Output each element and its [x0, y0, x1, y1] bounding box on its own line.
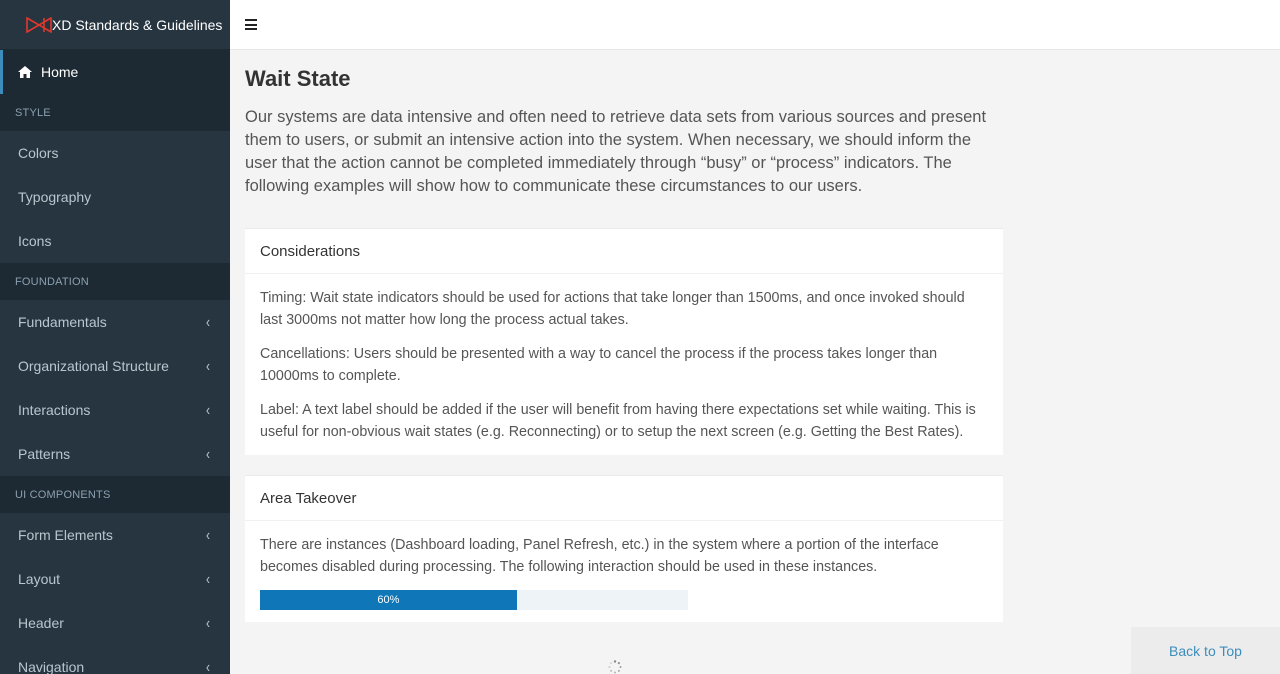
consideration-timing: Timing: Wait state indicators should be used for actions that take longer than 1500ms, and once invoked should last 3000ms not matter how long the process actual takes.: [260, 290, 965, 328]
page-title: Wait State: [245, 66, 351, 91]
sidebar-item-label: Fundamentals: [18, 314, 107, 330]
sidebar-item-label: Patterns: [18, 446, 71, 462]
sidebar-item-organizational-structure[interactable]: [0, 344, 230, 388]
sidebar-item-label: Navigation: [18, 659, 85, 674]
considerations-panel: [245, 228, 1003, 455]
chevron-left-icon: ‹: [206, 444, 210, 464]
sidebar: [0, 0, 230, 674]
panel-title: Considerations: [245, 229, 1003, 274]
sidebar-item-layout[interactable]: [0, 557, 230, 601]
hamburger-icon[interactable]: [245, 19, 257, 30]
sidebar-item-label: Interactions: [18, 402, 91, 418]
sidebar-item-patterns[interactable]: [0, 432, 230, 476]
main-content: [245, 50, 1003, 622]
chevron-left-icon: ‹: [206, 613, 210, 633]
progress-bar-fill: [260, 590, 517, 610]
consideration-label: Label: A text label should be added if the user will benefit from having there expectations set while waiting. This is useful for non-obvious wait states (e.g. Reconnecting) or to setup the next screen (e.g. Getting the Best Rates).: [260, 402, 976, 440]
sidebar-item-label: Colors: [18, 145, 59, 161]
sidebar-item-navigation[interactable]: [0, 645, 230, 674]
sidebar-item-label: Organizational Structure: [18, 358, 169, 374]
top-bar: [230, 0, 1280, 50]
loading-spinner-icon: [608, 660, 622, 674]
sidebar-header-ui-components: UI COMPONENTS: [0, 476, 230, 513]
brand-title: XD Standards & Guidelines: [52, 16, 223, 33]
sidebar-item-label: Header: [18, 615, 64, 631]
chevron-left-icon: ‹: [206, 356, 210, 376]
chevron-left-icon: ‹: [206, 312, 210, 332]
area-takeover-text: There are instances (Dashboard loading, Panel Refresh, etc.) in the system where a portion of the interface becomes disabled during processing. The following interaction should be used in these instances.: [260, 537, 939, 575]
sidebar-item-label: Icons: [18, 233, 52, 249]
xd-logo-icon: [26, 17, 52, 33]
sidebar-item-fundamentals[interactable]: [0, 300, 230, 344]
sidebar-item-label: Form Elements: [18, 527, 113, 543]
sidebar-item-form-elements[interactable]: [0, 513, 230, 557]
sidebar-item-typography[interactable]: [0, 175, 230, 219]
chevron-left-icon: ‹: [206, 569, 210, 589]
sidebar-item-icons[interactable]: [0, 219, 230, 263]
progress-label: 60%: [377, 594, 400, 606]
chevron-left-icon: ‹: [206, 657, 210, 674]
consideration-cancellations: Cancellations: Users should be presented with a way to cancel the process if the process takes longer than 10000ms to complete.: [260, 346, 938, 384]
progress-bar-track: [260, 590, 688, 610]
sidebar-item-colors[interactable]: [0, 131, 230, 175]
intro-text: Our systems are data intensive and often need to retrieve data sets from various sources and present them to users, or submit an intensive action into the system. When necessary, we should inform the user that the action cannot be completed immediately through “busy” or “process” indicators. The following examples will show how to communicate these circumstances to our users.: [245, 108, 987, 195]
sidebar-header-foundation: FOUNDATION: [0, 263, 230, 300]
chevron-left-icon: ‹: [206, 400, 210, 420]
sidebar-item-label: Typography: [18, 189, 92, 205]
sidebar-item-header[interactable]: [0, 601, 230, 645]
chevron-left-icon: ‹: [206, 525, 210, 545]
sidebar-item-label: Home: [41, 64, 79, 80]
home-icon: [18, 66, 32, 78]
brand[interactable]: [0, 0, 230, 50]
sidebar-item-interactions[interactable]: [0, 388, 230, 432]
panel-title: Area Takeover: [245, 476, 1003, 521]
sidebar-item-label: Layout: [18, 571, 61, 587]
sidebar-header-style: STYLE: [0, 94, 230, 131]
sidebar-item-home[interactable]: [0, 50, 230, 94]
area-takeover-panel: [245, 475, 1003, 622]
back-to-top-button[interactable]: Back to Top: [1131, 627, 1280, 674]
